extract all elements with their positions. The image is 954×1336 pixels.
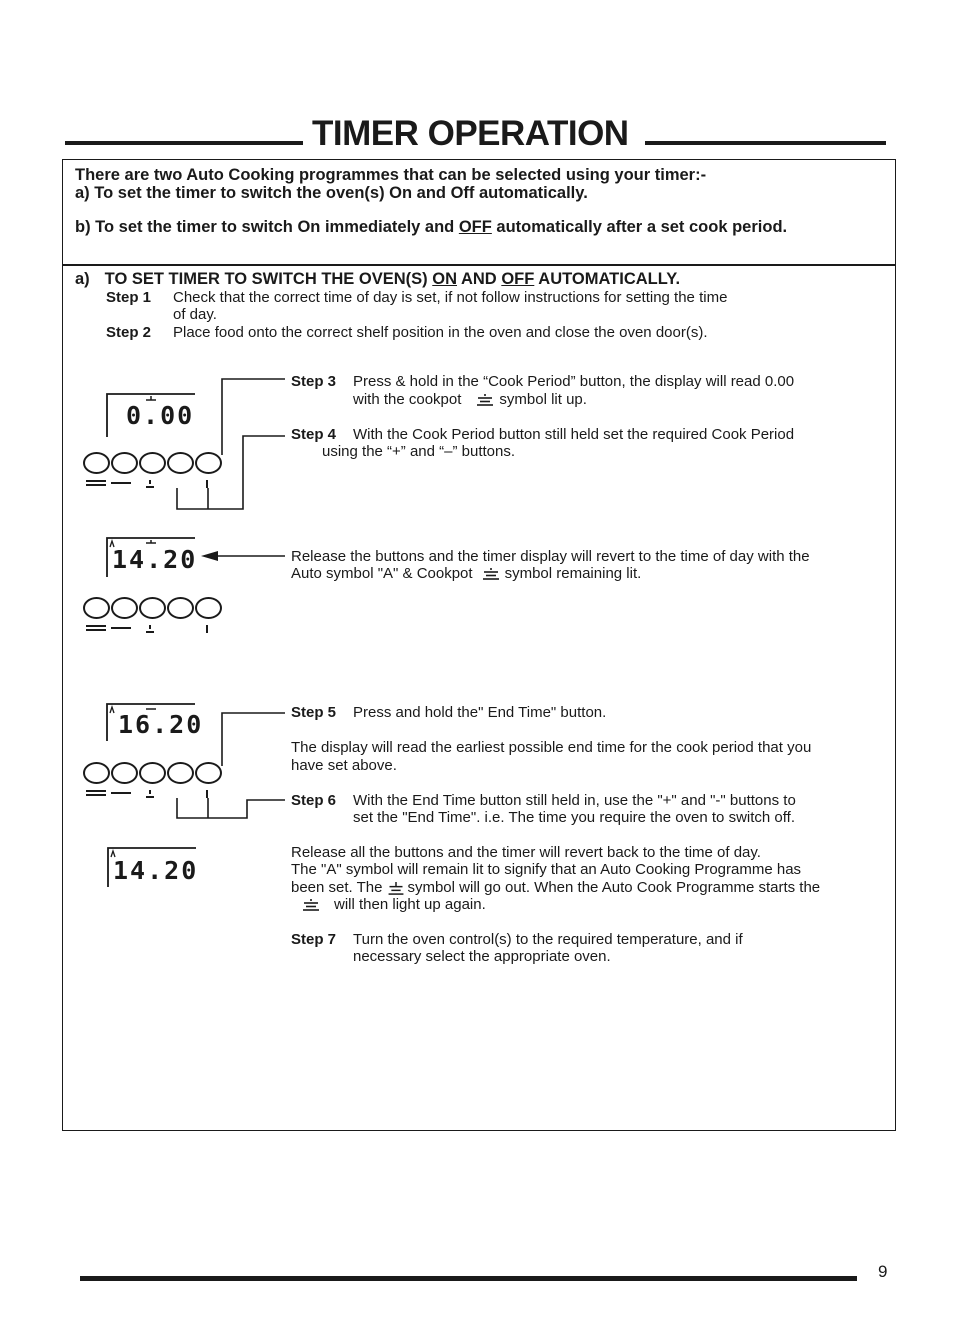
timer-button[interactable]: [167, 597, 194, 619]
timer-button[interactable]: [139, 452, 166, 474]
release2-line-3b: symbol will go out. When the Auto Cook Programme starts the: [407, 879, 821, 896]
step6-label: Step 6: [291, 792, 337, 809]
timer-button[interactable]: [195, 597, 222, 619]
step7-label: Step 7: [291, 931, 337, 948]
step7-line-2: necessary select the appropriate oven.: [353, 948, 611, 965]
step6-line-1: With the End Time button still held in, use the "+" and "-" buttons to: [353, 792, 796, 809]
section-a-and: AND: [457, 270, 502, 288]
timer-button[interactable]: [167, 762, 194, 784]
timer-button[interactable]: [83, 597, 110, 619]
intro-line-1: There are two Auto Cooking programmes that can be selected using your timer:-: [75, 166, 707, 184]
step3-line-2b: symbol lit up.: [499, 391, 587, 408]
release2-line-3a: been set. The: [291, 879, 383, 896]
timer-button[interactable]: [111, 597, 138, 619]
release2-line-1: Release all the buttons and the timer will revert back to the time of day.: [291, 844, 761, 861]
timer-buttons-3: [83, 762, 223, 784]
timer-display-4: [107, 847, 197, 887]
step4-label: Step 4: [291, 426, 337, 443]
step5-label: Step 5: [291, 704, 337, 721]
display-line-1: The display will read the earliest possible end time for the cook period that you: [291, 739, 812, 756]
step1-line-1: Check that the correct time of day is set, if not follow instructions for setting the time: [173, 289, 728, 306]
intro-line-2: a) To set the timer to switch the oven(s) On and Off automatically.: [75, 184, 588, 202]
button-labels-3: [86, 788, 216, 800]
step3-line-1: Press & hold in the “Cook Period” button, the display will read 0.00: [353, 373, 795, 390]
step2-text: Place food onto the correct shelf position in the oven and close the oven door(s).: [173, 324, 708, 341]
step3-label: Step 3: [291, 373, 337, 390]
step1-line-2: of day.: [173, 306, 217, 323]
section-a-off: OFF: [501, 270, 535, 288]
release1-line-1: Release the buttons and the timer display will revert to the time of day with the: [291, 548, 810, 565]
step5-text: Press and hold the" End Time" button.: [353, 704, 607, 721]
display-4-value: 14.20: [113, 856, 199, 885]
step3-line-2a: with the cookpot: [353, 391, 462, 408]
intro-off-underlined: OFF: [458, 218, 492, 236]
timer-display-1: [106, 393, 196, 437]
step6-line-2: set the "End Time". i.e. The time you require the oven to switch off.: [353, 809, 795, 826]
release2-line-2: The "A" symbol will remain lit to signify that an Auto Cooking Programme has: [291, 861, 802, 878]
section-a-head-pre: TO SET TIMER TO SWITCH THE OVEN(S): [104, 270, 433, 288]
display-2-value: 14.20: [112, 545, 198, 574]
step4-line-2: using the “+” and “–” buttons.: [322, 443, 516, 460]
button-labels-2: [86, 623, 216, 635]
step4-line-1: With the Cook Period button still held set the required Cook Period: [353, 426, 795, 443]
timer-button[interactable]: [195, 452, 222, 474]
section-a-head-post: AUTOMATICALLY.: [534, 270, 681, 288]
display-3-value: 16.20: [118, 710, 204, 739]
timer-button[interactable]: [83, 762, 110, 784]
timer-button[interactable]: [83, 452, 110, 474]
display-1-value: 0.00: [126, 401, 195, 430]
release2-line-4-text: will then light up again.: [334, 896, 486, 913]
page-title: TIMER OPERATION: [312, 114, 629, 153]
intro-line-3-pre: b) To set the timer to switch On immediately and: [75, 218, 459, 236]
timer-display-2: [106, 537, 196, 577]
display-line-2: have set above.: [291, 757, 397, 774]
step7-line-1: Turn the oven control(s) to the required temperature, and if: [353, 931, 743, 948]
footer-rule: [80, 1276, 857, 1281]
intro-line-3-post: automatically after a set cook period.: [491, 218, 788, 236]
timer-button[interactable]: [111, 452, 138, 474]
step1-label: Step 1: [106, 289, 152, 306]
timer-button[interactable]: [111, 762, 138, 784]
section-a-marker: a): [75, 270, 90, 288]
timer-button[interactable]: [139, 597, 166, 619]
section-a-on: ON: [432, 270, 457, 288]
timer-button[interactable]: [195, 762, 222, 784]
page-number: 9: [878, 1262, 888, 1281]
release1-line-2b: symbol remaining lit.: [504, 565, 642, 582]
timer-button[interactable]: [139, 762, 166, 784]
timer-buttons-2: [83, 597, 223, 619]
timer-display-3: [106, 703, 204, 741]
release1-line-2a: Auto symbol "A" & Cookpot: [291, 565, 473, 582]
step2-label: Step 2: [106, 324, 152, 341]
timer-buttons-1: [83, 452, 223, 474]
timer-button[interactable]: [167, 452, 194, 474]
button-labels-1: [86, 478, 216, 490]
